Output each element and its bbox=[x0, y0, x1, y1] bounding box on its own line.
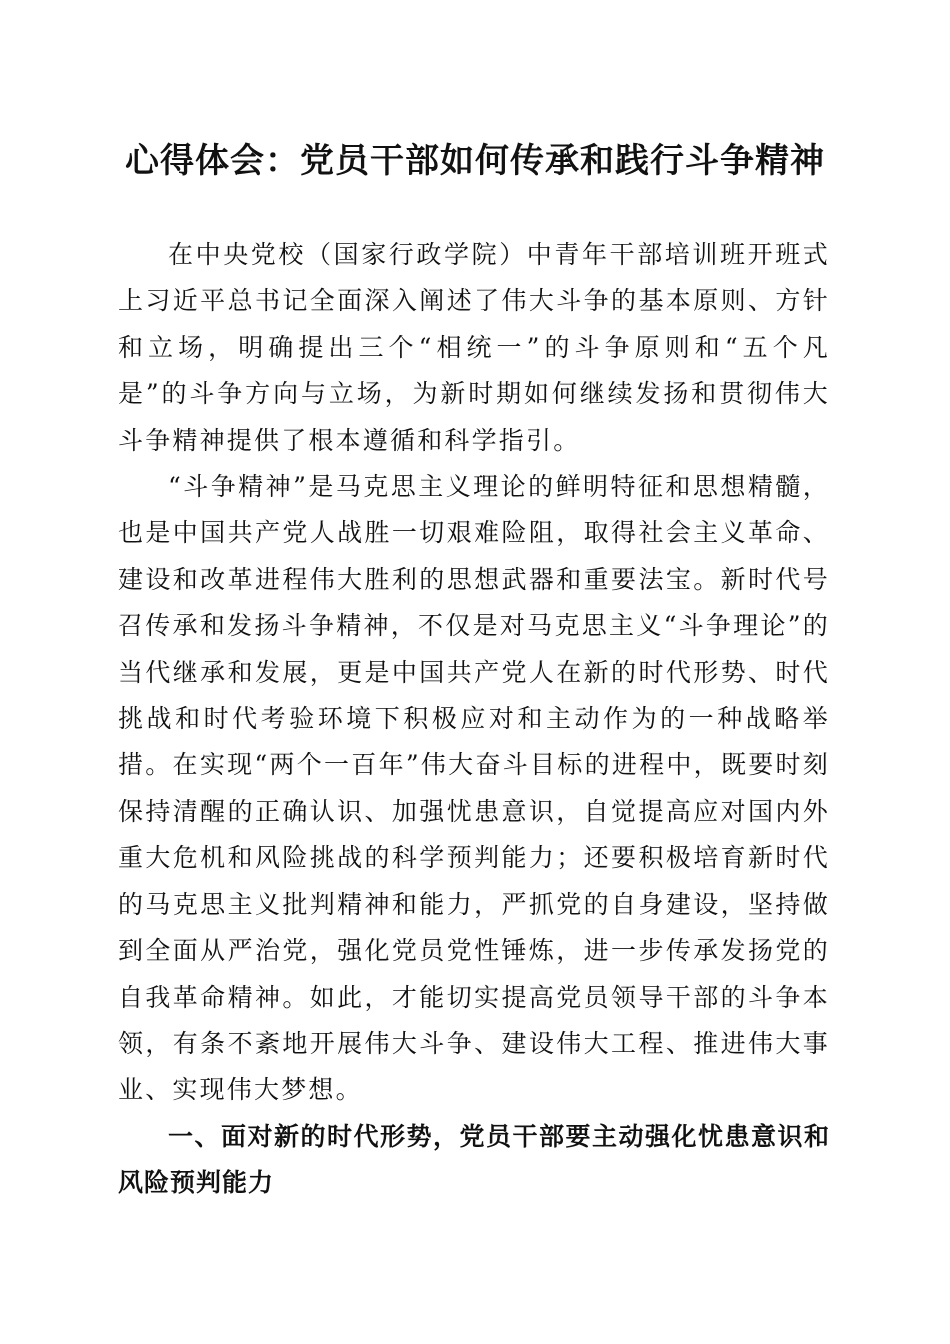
section-heading-1: 一、面对新的时代形势，党员干部要主动强化忧患意识和风险预判能力 bbox=[118, 1121, 830, 1198]
paragraph-intro: 在中央党校（国家行政学院）中青年干部培训班开班式上习近平总书记全面深入阐述了伟大斗争的基本原则、方针和立场，明确提出三个“相统一”的斗争原则和“五个凡是”的斗争方向与立场，为新时期如何继续发扬和贯彻伟大斗争精神提供了根本遵循和科学指引。 bbox=[118, 240, 830, 455]
document-body bbox=[118, 232, 830, 1207]
paragraph-struggle-spirit: “斗争精神”是马克思主义理论的鲜明特征和思想精髓，也是中国共产党人战胜一切艰难险阻，取得社会主义革命、建设和改革进程伟大胜利的思想武器和重要法宝。新时代号召传承和发扬斗争精神，不仅是对马克思主义“斗争理论”的当代继承和发展，更是中国共产党人在新的时代形势、时代挑战和时代考验环境下积极应对和主动作为的一种战略举措。在实现“两个一百年”伟大奋斗目标的进程中，既要时刻保持清醒的正确认识、加强忧患意识，自觉提高应对国内外重大危机和风险挑战的科学预判能力；还要积极培育新时代的马克思主义批判精神和能力，严抓党的自身建设，坚持做到全面从严治党，强化党员党性锤炼，进一步传承发扬党的自我革命精神。如此，才能切实提高党员领导干部的斗争本领，有条不紊地开展伟大斗争、建设伟大工程、推进伟大事业、实现伟大梦想。 bbox=[118, 472, 830, 1105]
document-title: 心得体会：党员干部如何传承和践行斗争精神 bbox=[125, 141, 825, 181]
